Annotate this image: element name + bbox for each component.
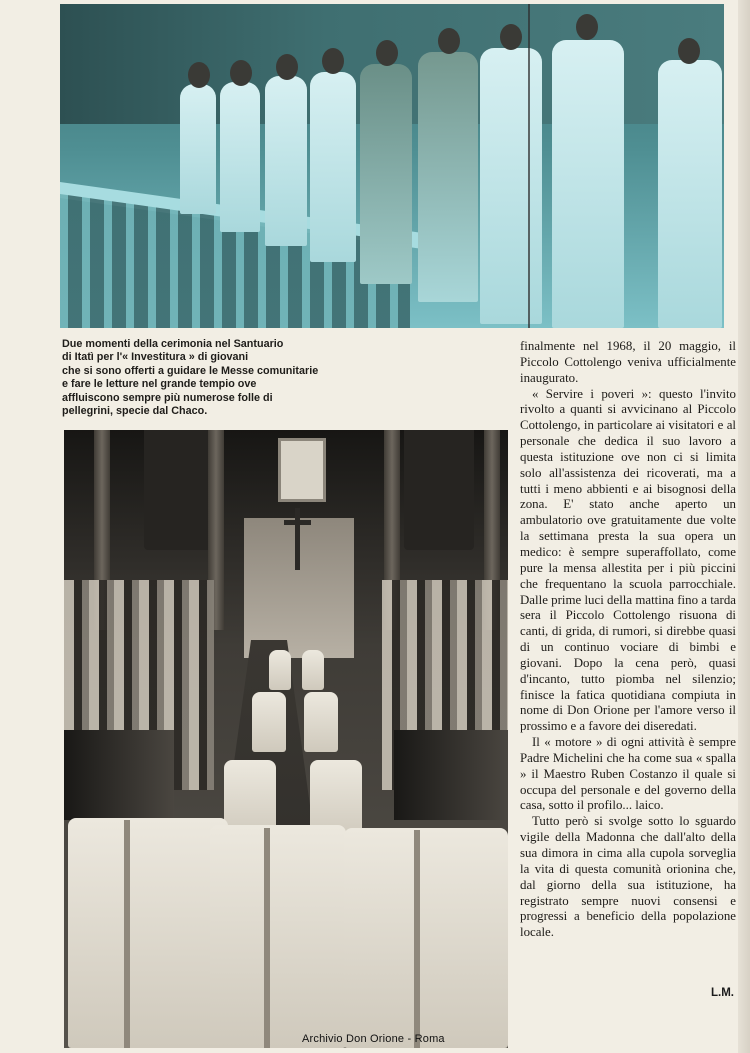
photo-robe bbox=[252, 692, 286, 752]
photo-crucifix-bar bbox=[284, 520, 311, 525]
article-column bbox=[520, 339, 736, 941]
photo-investiture-balcony bbox=[60, 4, 724, 328]
photo-head bbox=[678, 38, 700, 64]
photo-head bbox=[438, 28, 460, 54]
photo-figure bbox=[658, 60, 722, 328]
photo-robe bbox=[344, 828, 508, 1048]
caption-line: che si sono offerti a guidare le Messe comunitarie bbox=[62, 364, 319, 377]
photo-head bbox=[230, 60, 252, 86]
photo-figure bbox=[480, 48, 542, 324]
caption-line: di Itatì per l'« Investitura » di giovani bbox=[62, 351, 249, 364]
photo-stole-stripe bbox=[414, 830, 420, 1048]
photo-figure bbox=[265, 76, 307, 246]
article-paragraph: Il « motore » di ogni attività è sempre Padre Michelini che ha come sua « spalla » il Maestro Ruben Costanzo il quale si occupa del personale e del governo della casa, sotto il profilo... laico. bbox=[520, 735, 736, 813]
caption-line: e fare le letture nel grande tempio ove bbox=[62, 378, 257, 391]
photo-caption bbox=[62, 338, 382, 418]
caption-line: pellegrini, specie dal Chaco. bbox=[62, 405, 208, 418]
photo-figure bbox=[418, 52, 478, 302]
photo-figure bbox=[310, 72, 356, 262]
photo-madonna-image bbox=[278, 438, 326, 502]
article-paragraph: Tutto però si svolge sotto lo sguardo vigile della Madonna che dall'alto della sua dimora in cima alla cupola sorveglia la vita di questa comunità orionina che, dal giorno della sua istituzione, ha registrato sempre nuovi consensi e progressi a beneficio della popolazione locale. bbox=[520, 814, 736, 940]
article-paragraph: « Servire i poveri »: questo l'invito rivolto a quanti si avvicinano al Piccolo Cottolengo, in particolare ai visitatori e al personale che dedica il suo lavoro a questa istituzione ove non ci si limita solo all'assistenza dei ricoverati, ma a tutti i meno abbienti e ai bisognosi della zona. E' stato anche aperto un ambulatorio ove gratuitamente due volte la settimana presta la sua opera un medico: è sempre superaffollato, come pure la mensa allestita per i più piccini che frequentano la scuola parrocchiale. Dalle prime luci della mattina fino a tarda sera il Piccolo Cottolengo risuona di canti, di grida, di rumori, si direbbe quasi di un continuo vociare di bimbi e giovani. Dopo la cena però, quasi d'incanto, tutto piomba nel silenzio; finisce la fatica quotidiana compiuta in nome di Don Orione per l'amore verso il prossimo e a favore dei diseredati. bbox=[520, 386, 736, 734]
photo-head bbox=[322, 48, 344, 74]
photo-robe bbox=[302, 650, 324, 690]
photo-robe bbox=[304, 692, 338, 752]
photo-head bbox=[276, 54, 298, 80]
photo-crucifix bbox=[295, 508, 300, 570]
caption-line: Due momenti della cerimonia nel Santuario bbox=[62, 338, 284, 350]
archive-footer: Archivio Don Orione - Roma bbox=[302, 1033, 445, 1045]
photo-head bbox=[500, 24, 522, 50]
photo-pew bbox=[394, 730, 508, 820]
photo-head bbox=[188, 62, 210, 88]
article-paragraph: finalmente nel 1968, il 20 maggio, il Piccolo Cottolengo veniva ufficialmente inaugurato. bbox=[520, 339, 736, 385]
photo-robe bbox=[269, 650, 291, 690]
photo-arch bbox=[144, 430, 214, 550]
photo-robe bbox=[68, 818, 228, 1048]
photo-figure bbox=[360, 64, 412, 284]
photo-figure bbox=[220, 82, 260, 232]
photo-prostration-nave bbox=[64, 430, 508, 1048]
photo-head bbox=[376, 40, 398, 66]
photo-arch bbox=[404, 430, 474, 550]
photo-fold-line bbox=[528, 4, 530, 328]
page-edge bbox=[738, 0, 750, 1053]
photo-stole-stripe bbox=[264, 828, 270, 1048]
photo-pew bbox=[64, 730, 174, 820]
caption-line: affluiscono sempre più numerose folle di bbox=[62, 391, 273, 404]
photo-figure bbox=[552, 40, 624, 328]
photo-figure bbox=[180, 84, 216, 214]
photo-stole-stripe bbox=[124, 820, 130, 1048]
photo-head bbox=[576, 14, 598, 40]
photo-robe bbox=[210, 825, 346, 1048]
author-signature: L.M. bbox=[711, 987, 734, 999]
